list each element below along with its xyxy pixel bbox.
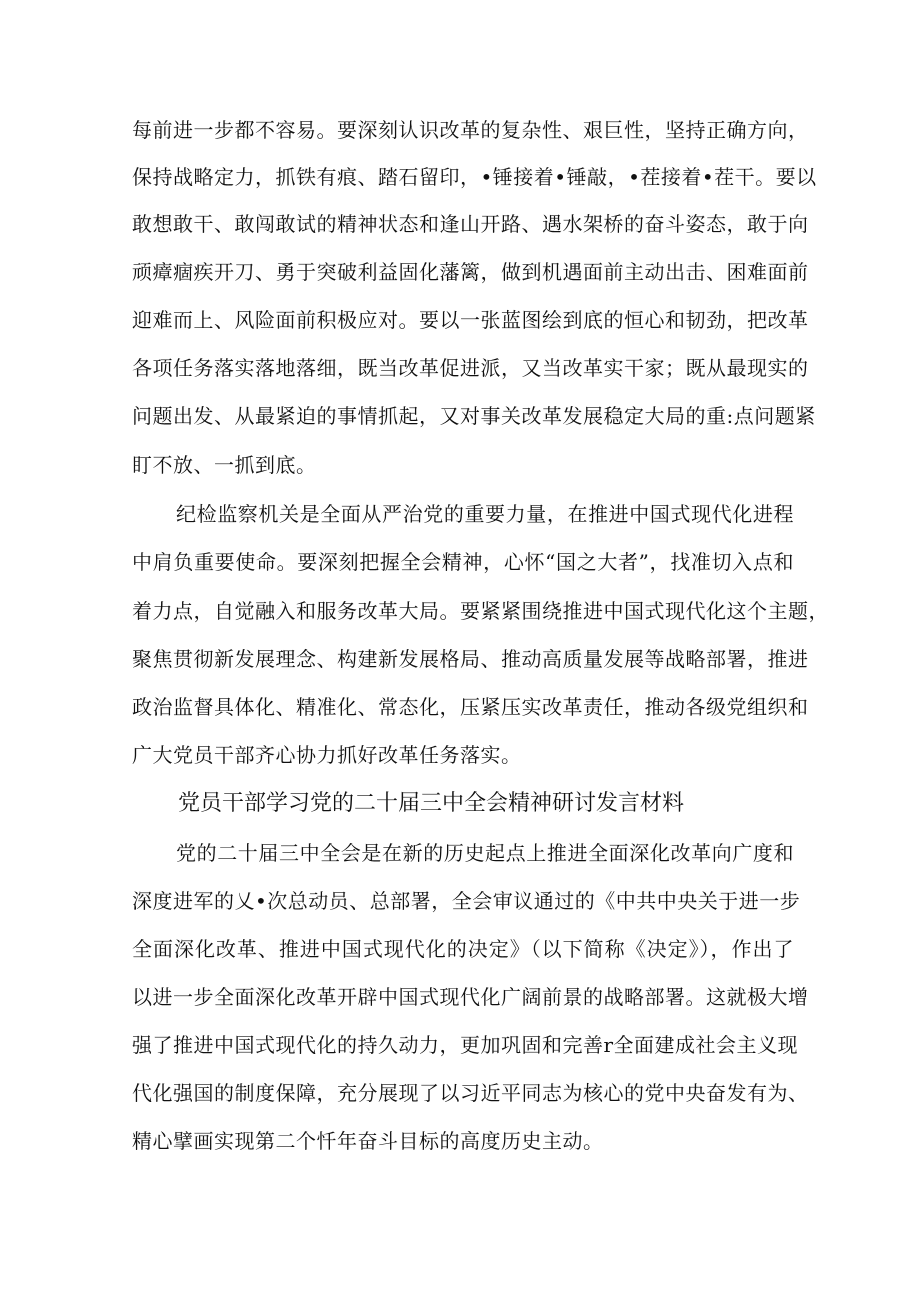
paragraph-3-line-4: 以进一步全面深化改革开辟中国式现代化广阔前景的战略部署。这就极大增 [132, 985, 809, 1009]
paragraph-3-line-7: 精心擘画实现第二个忏年奋斗目标的高度历史主动。 [132, 1129, 604, 1153]
paragraph-1-line-1: 每前进一步都不容易。要深刻认识改革的复杂性、艰巨性，坚持正确方向， [132, 118, 809, 142]
paragraph-2-line-5: 政治监督具体化、精准化、常态化，压紧压实改革责任，推动各级党组织和 [132, 695, 809, 719]
paragraph-2-line-3: 着力点，自觉融入和服务改革大局。要紧紧围绕推进中国式现代化这个主题， [132, 599, 829, 623]
paragraph-1-line-7: 问题出发、从最紧迫的事情抓起，又对事关改革发展稳定大局的重:点问题紧 [132, 404, 816, 428]
paragraph-1-line-3: 敢想敢干、敢闯敢试的精神状态和逢山开路、遇水架桥的奋斗姿态，敢于向 [132, 212, 809, 236]
paragraph-1-line-6: 各项任务落实落地落细，既当改革促进派，又当改革实干家；既从最现实的 [132, 356, 809, 380]
paragraph-2-line-6: 广大党员干部齐心协力抓好改革任务落实。 [132, 743, 522, 767]
paragraph-3-line-6: 代化强国的制度保障，充分展现了以习近平同志为核心的党中央奋发有为、 [132, 1081, 809, 1105]
paragraph-1-line-2: 保持战略定力，抓铁有痕、踏石留印，•锤接着•锤敲，•茬接着•茬干。要以 [132, 165, 817, 189]
paragraph-2-line-4: 聚焦贯彻新发展理念、构建新发展格局、推动高质量发展等战略部署，推进 [132, 647, 809, 671]
paragraph-2-line-1: 纪检监察机关是全面从严治党的重要力量，在推进中国式现代化进程 [176, 502, 794, 526]
paragraph-3-line-2: 深度进军的乂•次总动员、总部署，全会审议通过的《中共中央关于进一步 [132, 889, 801, 913]
paragraph-1-line-5: 迎难而上、风险面前积极应对。要以一张蓝图绘到底的恒心和韧劲，把改革 [132, 308, 809, 332]
paragraph-1-line-8: 盯不放、一抓到底。 [132, 453, 317, 477]
paragraph-2-line-2: 中肩负重要使命。要深刻把握全会精神，心怀“国之大者”，找准切入点和 [132, 550, 794, 574]
section-heading: 党员干部学习党的二十届三中全会精神研讨发言材料 [178, 791, 685, 816]
paragraph-3-line-3: 全面深化改革、推进中国式现代化的决定》（以下简称《决定》），作出了 [132, 937, 794, 961]
paragraph-3-line-5: 强了推进中国式现代化的持久动力，更加巩固和完善r全面建成社会主义现 [132, 1033, 799, 1057]
paragraph-3-line-1: 党的二十届三中全会是在新的历史起点上推进全面深化改革向广度和 [176, 841, 794, 865]
paragraph-1-line-4: 顽瘴痼疾开刀、勇于突破利益固化藩篱，做到机遇面前主动出击、困难面前 [132, 260, 809, 284]
